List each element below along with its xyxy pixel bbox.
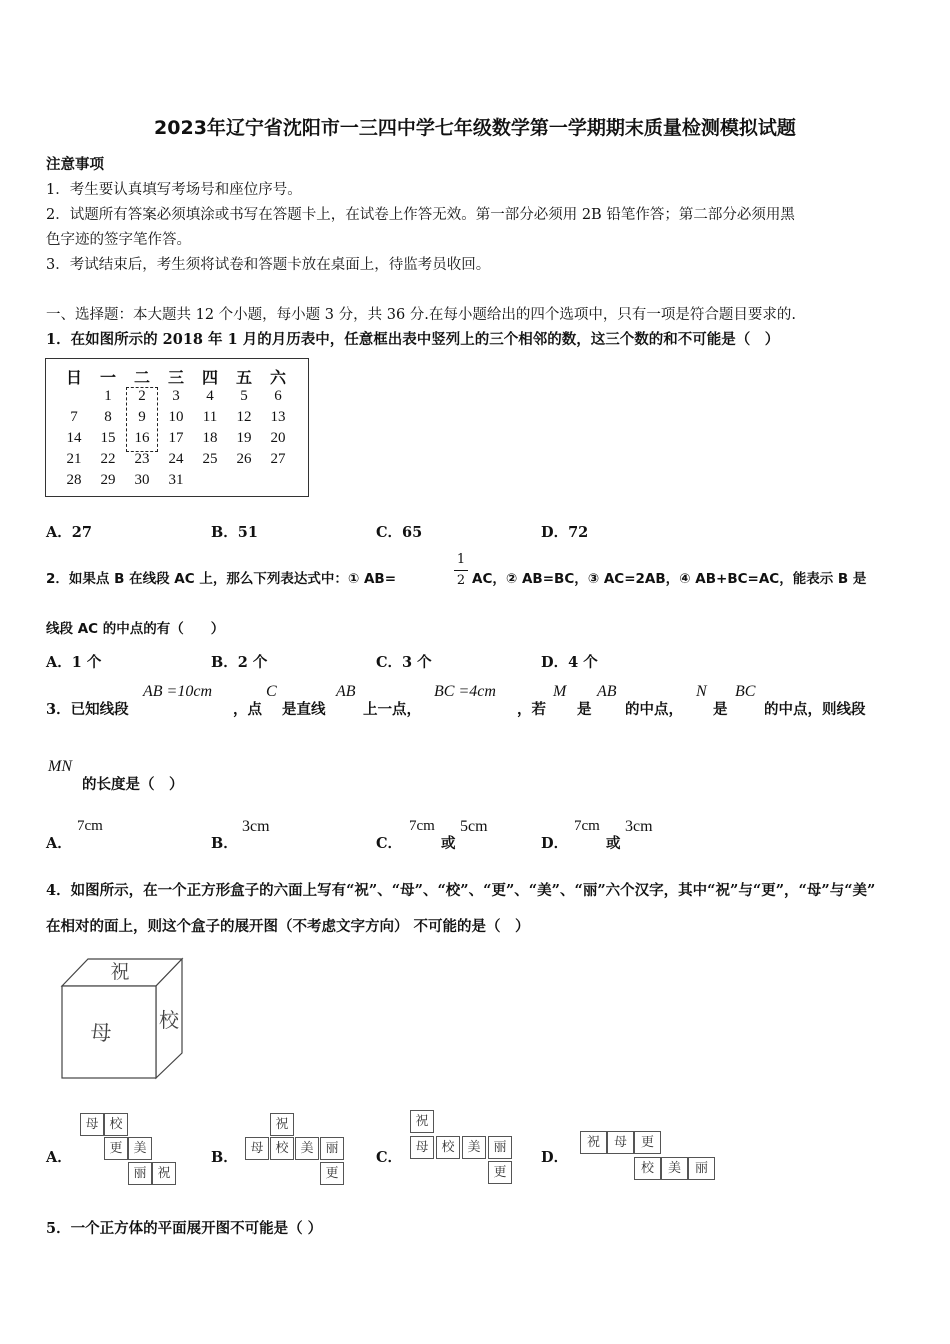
q3-option-c-or: 或	[441, 835, 456, 852]
cal-day: 10	[168, 409, 184, 425]
net-d-face: 丽	[688, 1157, 715, 1180]
q3-math: AB =10cm	[143, 683, 212, 700]
net-a-face: 更	[104, 1137, 128, 1160]
net-c-face: 美	[462, 1136, 486, 1159]
cal-day: 8	[104, 409, 112, 425]
page-title: 2023年辽宁省沈阳市一三四中学七年级数学第一学期期末质量检测模拟试题	[154, 117, 796, 139]
q2-stem-cont: AC，② AB=BC，③ AC=2AB，④ AB+BC=AC，能表示 B 是	[472, 571, 867, 587]
cal-day: 3	[172, 388, 180, 404]
q3-math: MN	[48, 758, 72, 775]
cal-day: 9	[138, 409, 146, 425]
cal-header: 四	[201, 368, 218, 387]
net-b-face: 校	[270, 1137, 294, 1160]
cube-front-label: 母	[90, 1021, 112, 1045]
q3-math: BC =4cm	[434, 683, 496, 700]
q4-stem-line2: 在相对的面上，则这个盒子的展开图（不考虑文字方向） 不可能的是（ ）	[46, 918, 530, 935]
q2-option-b: B．2 个	[211, 654, 268, 671]
selection-frame	[126, 387, 158, 452]
q2-stem: 2．如果点 B 在线段 AC 上，那么下列表达式中：① AB=	[46, 571, 397, 587]
q3-option-a-label: A．	[46, 835, 72, 852]
net-a-face: 丽	[128, 1162, 152, 1185]
cal-day: 21	[66, 451, 82, 467]
q2-option-a: A．1 个	[46, 654, 102, 671]
cal-day: 4	[206, 388, 214, 404]
q1-option-c: C．65	[376, 524, 423, 541]
q4-option-b-label: B．	[211, 1149, 238, 1166]
cal-day: 20	[270, 430, 286, 446]
cal-day: 25	[202, 451, 218, 467]
net-b-face: 更	[320, 1162, 344, 1185]
q3-text: 的长度是（ ）	[82, 776, 184, 793]
net-b-face: 母	[245, 1137, 269, 1160]
cal-day: 24	[168, 451, 184, 467]
cal-header: 五	[235, 368, 252, 387]
cal-day: 23	[134, 451, 150, 467]
net-b-face: 祝	[270, 1113, 294, 1136]
q5-stem: 5．一个正方体的平面展开图不可能是（ ）	[46, 1220, 323, 1237]
section-heading: 一、选择题：本大题共 12 个小题，每小题 3 分，共 36 分.在每小题给出的四个选项中，只有一项是符合题目要求的.	[46, 307, 796, 323]
q3-option-a-value: 7cm	[77, 818, 103, 834]
cal-day: 11	[202, 409, 218, 425]
q3-option-d-value: 3cm	[625, 818, 653, 835]
cube-right-label: 校	[159, 1008, 179, 1032]
cal-day: 30	[134, 472, 150, 488]
net-a-face: 祝	[152, 1162, 176, 1185]
net-a-face: 母	[80, 1113, 104, 1136]
q4-option-d-label: D．	[541, 1149, 569, 1166]
q3-text: 是直线	[282, 701, 326, 718]
net-b-face: 丽	[320, 1137, 344, 1160]
net-d-face: 祝	[580, 1131, 607, 1154]
cal-day: 18	[202, 430, 218, 446]
cal-day: 2	[138, 388, 146, 404]
cal-day: 22	[100, 451, 116, 467]
q1-option-d: D．72	[541, 524, 589, 541]
note-item: 1．考生要认真填写考场号和座位序号。	[46, 182, 302, 198]
cal-header: 日	[65, 368, 82, 387]
cal-day: 31	[168, 472, 184, 488]
q3-text: 是	[577, 701, 592, 718]
q3-text: 3．已知线段	[46, 701, 129, 718]
q3-option-d-or: 或	[606, 835, 621, 852]
cal-header: 一	[99, 368, 116, 387]
cal-day: 14	[66, 430, 82, 446]
cal-day: 13	[270, 409, 286, 425]
cal-day: 7	[70, 409, 78, 425]
net-a-face: 校	[104, 1113, 128, 1136]
cal-header: 六	[269, 368, 286, 387]
q1-option-b: B．51	[211, 524, 258, 541]
q3-option-b-value: 3cm	[242, 818, 270, 835]
q3-math: M	[553, 683, 567, 700]
cal-day: 17	[168, 430, 184, 446]
q4-option-a-label: A．	[46, 1149, 72, 1166]
cal-day: 6	[274, 388, 282, 404]
q2-option-c: C．3 个	[376, 654, 432, 671]
q3-math: AB	[597, 683, 617, 700]
q3-text: 是	[713, 701, 728, 718]
net-d-face: 美	[661, 1157, 688, 1180]
calendar-figure	[45, 358, 309, 497]
q3-option-c-label: C．	[376, 835, 403, 852]
net-a-face: 美	[128, 1137, 152, 1160]
cal-day: 15	[100, 430, 116, 446]
cal-day: 12	[236, 409, 252, 425]
q2-stem-line2: 线段 AC 的中点的有（ ）	[46, 621, 225, 637]
fraction-denominator: 2	[454, 570, 468, 588]
cal-header: 二	[133, 368, 150, 387]
cube-top-label: 祝	[110, 961, 130, 983]
q4-option-c-label: C．	[376, 1149, 403, 1166]
q3-option-b-label: B．	[211, 835, 238, 852]
net-c-face: 更	[488, 1161, 512, 1184]
q3-math: AB	[336, 683, 356, 700]
note-item: 3．考试结束后，考生须将试卷和答题卡放在桌面上，待监考员收回。	[46, 257, 491, 273]
q3-option-d-label: D．	[541, 835, 569, 852]
cal-day: 19	[236, 430, 252, 446]
q3-text: 的中点，则线段	[764, 701, 866, 718]
cal-header: 三	[167, 368, 184, 387]
q3-text: ，若	[517, 701, 546, 718]
net-c-face: 校	[436, 1136, 460, 1159]
cal-day: 16	[134, 430, 150, 446]
net-d-face: 校	[634, 1157, 661, 1180]
cal-day: 26	[236, 451, 252, 467]
cal-day: 5	[240, 388, 248, 404]
q3-math: N	[696, 683, 707, 700]
q3-option-c-value: 5cm	[460, 818, 488, 835]
cal-day: 28	[66, 472, 82, 488]
q3-text: 的中点，	[625, 701, 683, 718]
fraction-numerator: 1	[456, 552, 466, 567]
net-c-face: 祝	[410, 1110, 434, 1133]
cube-figure	[58, 956, 188, 1080]
note-item: 色字迹的签字笔作答。	[46, 232, 191, 248]
net-c-face: 母	[410, 1136, 434, 1159]
q2-fraction	[454, 553, 468, 588]
cal-day: 29	[100, 472, 116, 488]
q1-stem: 1．在如图所示的 2018 年 1 月的月历表中，任意框出表中竖列上的三个相邻的数，这三个数的和不可能是（ ）	[46, 331, 780, 348]
net-d-face: 更	[634, 1131, 661, 1154]
q2-option-d: D．4 个	[541, 654, 598, 671]
note-item: 2．试题所有答案必须填涂或书写在答题卡上，在试卷上作答无效。第一部分必须用 2B 铅笔作答；第二部分必须用黑	[46, 207, 795, 223]
q3-text: 上一点，	[363, 701, 421, 718]
cal-day: 1	[104, 388, 112, 404]
q3-text: ，点	[233, 701, 262, 718]
net-c-face: 丽	[488, 1136, 512, 1159]
notes-heading: 注意事项	[46, 156, 104, 173]
net-d-face: 母	[607, 1131, 634, 1154]
q3-option-c-value: 7cm	[409, 818, 435, 834]
q1-option-a: A．27	[46, 524, 92, 541]
q3-option-d-value: 7cm	[574, 818, 600, 834]
q3-math: BC	[735, 683, 756, 700]
q4-stem: 4．如图所示，在一个正方形盒子的六面上写有“祝”、“母”、“校”、“更”、“美”、“丽”六个汉字，其中“祝”与“更”，“母”与“美”	[46, 882, 876, 899]
q3-math: C	[266, 683, 277, 700]
net-b-face: 美	[295, 1137, 319, 1160]
cal-day: 27	[270, 451, 286, 467]
